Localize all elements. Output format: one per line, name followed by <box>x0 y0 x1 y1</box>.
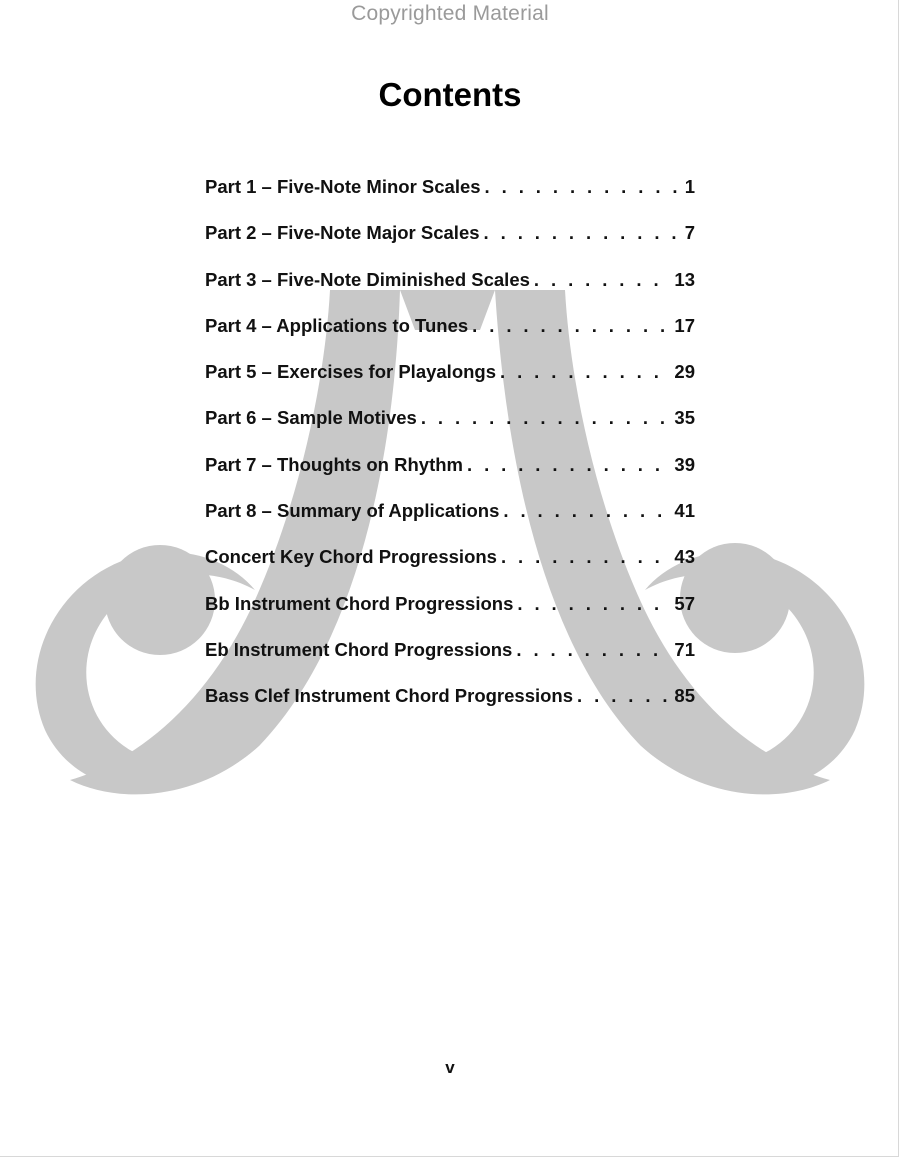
toc-entry[interactable] <box>205 315 695 361</box>
table-of-contents <box>205 176 695 732</box>
toc-entry[interactable] <box>205 500 695 546</box>
toc-entry[interactable] <box>205 222 695 268</box>
toc-entry[interactable] <box>205 269 695 315</box>
toc-entry-label: Part 8 – Summary of Applications <box>205 500 500 522</box>
toc-entry-page: 85 <box>674 685 695 707</box>
toc-entry-page: 43 <box>674 546 695 568</box>
toc-entry-label: Part 7 – Thoughts on Rhythm <box>205 453 463 475</box>
logo-left-ball <box>105 545 215 655</box>
toc-entry-page: 13 <box>674 268 695 290</box>
toc-leader-dots <box>472 315 670 337</box>
toc-entry-label: Part 2 – Five-Note Major Scales <box>205 222 480 244</box>
toc-entry-page: 71 <box>674 638 695 660</box>
toc-entry-page: 41 <box>674 500 695 522</box>
toc-entry-page: 7 <box>684 222 695 244</box>
toc-leader-dots <box>484 222 681 244</box>
toc-entry[interactable] <box>205 546 695 592</box>
logo-right-ball <box>680 543 790 653</box>
toc-entry-label: Bass Clef Instrument Chord Progressions <box>205 685 574 707</box>
toc-leader-dots <box>485 176 681 198</box>
toc-entry-label: Part 1 – Five-Note Minor Scales <box>205 176 481 197</box>
toc-entry-page: 39 <box>674 453 695 475</box>
toc-entry[interactable] <box>205 361 695 407</box>
toc-entry-label: Part 6 – Sample Motives <box>205 407 417 429</box>
toc-entry-page: 17 <box>674 314 695 336</box>
toc-entry[interactable] <box>205 176 695 222</box>
copyright-watermark: Copyrighted Material <box>351 2 549 25</box>
toc-entry-page: 35 <box>674 407 695 429</box>
toc-leader-dots <box>501 546 670 568</box>
toc-leader-dots <box>421 407 671 429</box>
toc-leader-dots <box>516 639 670 661</box>
toc-leader-dots <box>467 454 670 476</box>
page-number: v <box>445 1058 455 1077</box>
toc-entry[interactable] <box>205 593 695 639</box>
toc-entry[interactable] <box>205 685 695 731</box>
toc-entry-label: Eb Instrument Chord Progressions <box>205 638 513 660</box>
toc-entry-label: Part 3 – Five-Note Diminished Scales <box>205 268 530 290</box>
toc-entry-label: Concert Key Chord Progressions <box>205 546 497 568</box>
toc-entry-label: Part 5 – Exercises for Playalongs <box>205 361 497 383</box>
toc-entry-page: 1 <box>684 176 695 197</box>
toc-entry[interactable] <box>205 454 695 500</box>
toc-entry-page: 29 <box>674 361 695 383</box>
toc-leader-dots <box>503 500 670 522</box>
toc-leader-dots <box>534 269 671 291</box>
toc-entry[interactable] <box>205 407 695 453</box>
page-title: Contents <box>378 76 522 113</box>
toc-leader-dots <box>500 361 670 383</box>
toc-leader-dots <box>517 593 670 615</box>
toc-entry-label: Bb Instrument Chord Progressions <box>205 592 514 614</box>
toc-entry-label: Part 4 – Applications to Tunes <box>205 314 469 336</box>
toc-entry-page: 57 <box>674 592 695 614</box>
toc-leader-dots <box>577 685 670 707</box>
toc-entry[interactable] <box>205 639 695 685</box>
